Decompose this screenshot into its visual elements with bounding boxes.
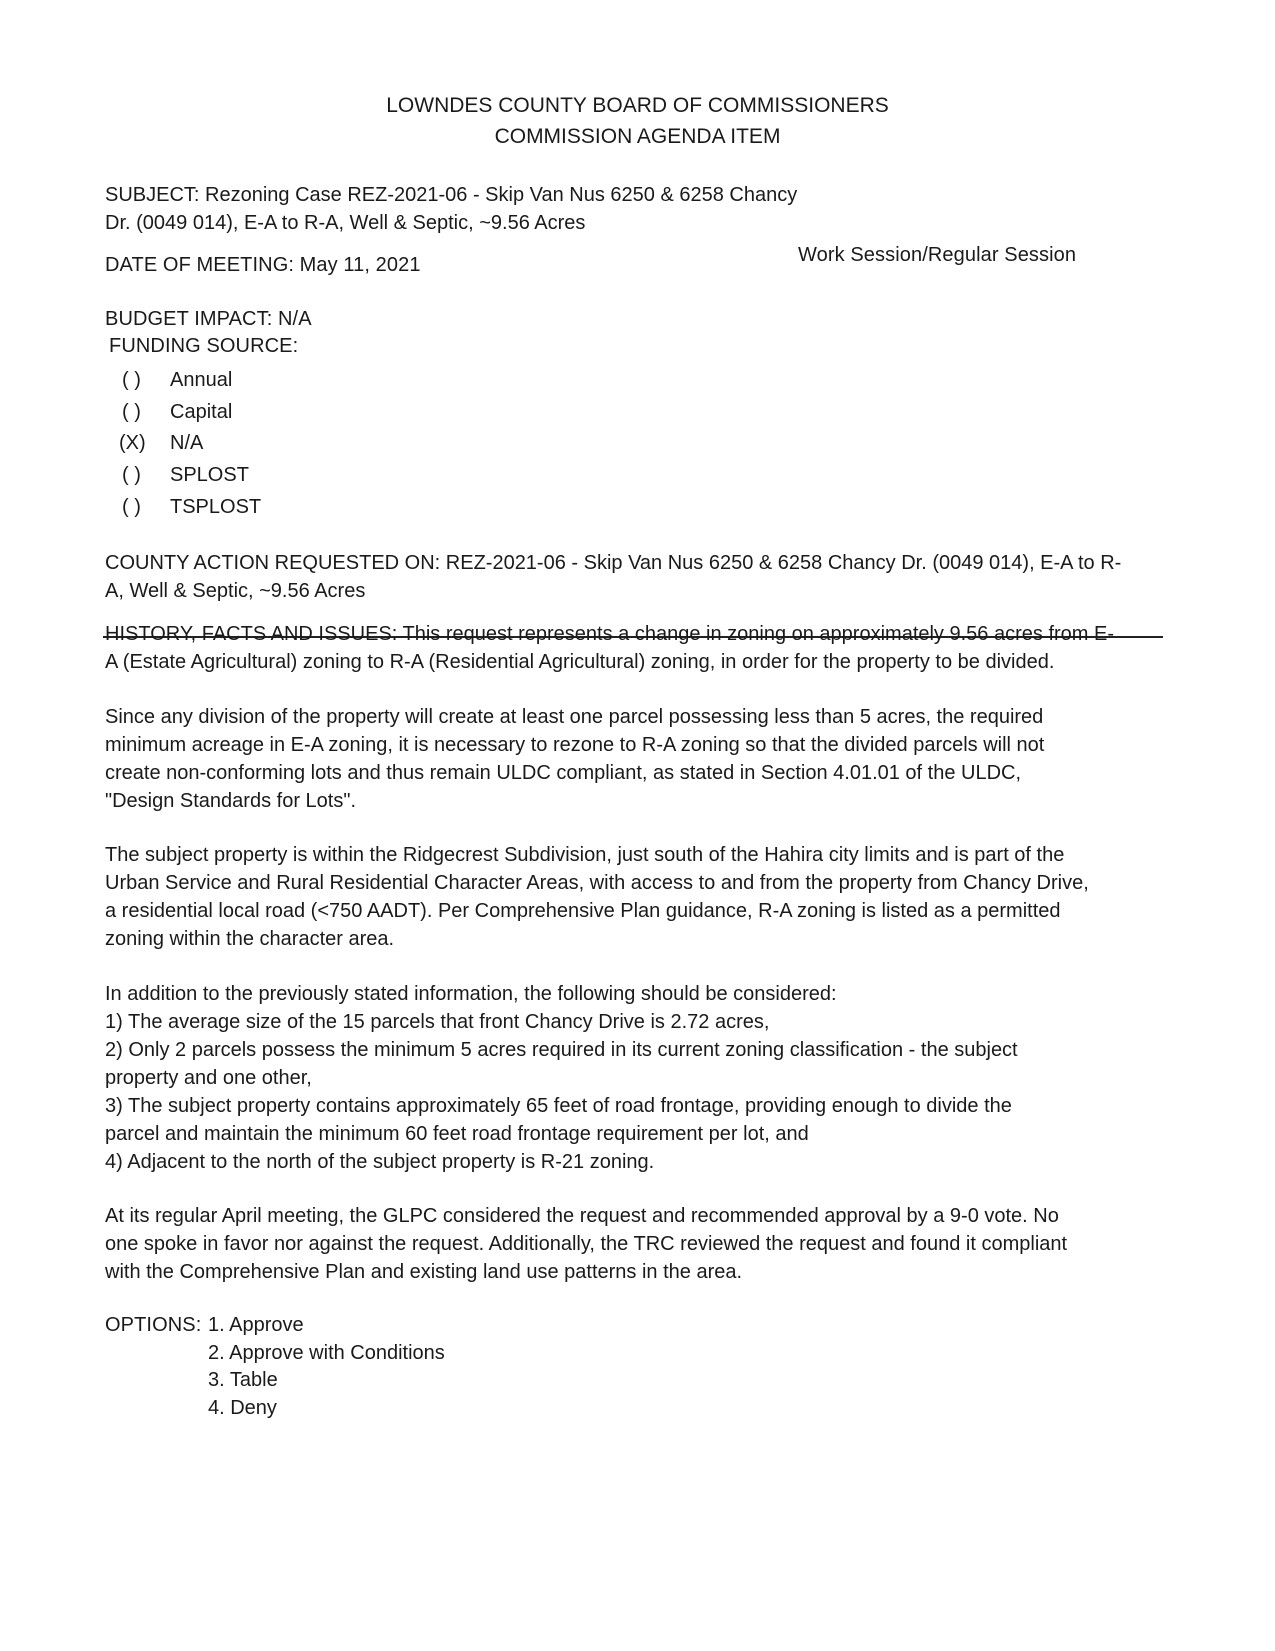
history-line: create non-conforming lots and thus remain ULDC compliant, as stated in Section 4.01.01 of the ULDC, bbox=[105, 762, 1022, 784]
history-line: At its regular April meeting, the GLPC considered the request and recommended approval by a 9-0 vote. No bbox=[105, 1205, 1059, 1227]
history-paragraph-4 bbox=[105, 980, 1018, 1176]
history-line: 4) Adjacent to the north of the subject property is R-21 zoning. bbox=[105, 1151, 655, 1173]
history-paragraph-1 bbox=[105, 620, 1114, 676]
funding-checkbox: ( ) bbox=[122, 496, 141, 518]
funding-option bbox=[122, 493, 261, 521]
history-line: a residential local road (<750 AADT). Per Comprehensive Plan guidance, R-A zoning is listed as a permitted bbox=[105, 900, 1061, 922]
meeting-date: DATE OF MEETING: May 11, 2021 bbox=[105, 254, 421, 276]
history-line: with the Comprehensive Plan and existing land use patterns in the area. bbox=[105, 1261, 743, 1283]
option-item: 2. Approve with Conditions bbox=[208, 1342, 445, 1364]
budget-impact: BUDGET IMPACT: N/A bbox=[105, 308, 312, 330]
history-line: one spoke in favor nor against the request. Additionally, the TRC reviewed the request and found it compliant bbox=[105, 1233, 1068, 1255]
county-action-block bbox=[105, 549, 1121, 605]
funding-option-label: TSPLOST bbox=[170, 496, 262, 518]
subject-line: Dr. (0049 014), E-A to R-A, Well & Septic, ~9.56 Acres bbox=[105, 212, 586, 234]
funding-option bbox=[122, 461, 249, 489]
funding-checkbox: (X) bbox=[119, 432, 146, 454]
funding-option-label: Capital bbox=[170, 401, 233, 423]
funding-option bbox=[122, 398, 232, 426]
funding-checkbox: ( ) bbox=[122, 369, 141, 391]
funding-option-label: Annual bbox=[170, 369, 233, 391]
option-item: 3. Table bbox=[208, 1369, 278, 1391]
history-paragraph-5 bbox=[105, 1202, 1067, 1286]
history-paragraph-2 bbox=[105, 703, 1044, 815]
history-line: In addition to the previously stated information, the following should be considered: bbox=[105, 983, 837, 1005]
funding-checkbox: ( ) bbox=[122, 401, 141, 423]
history-line: 1) The average size of the 15 parcels that front Chancy Drive is 2.72 acres, bbox=[105, 1011, 770, 1033]
history-line: Since any division of the property will create at least one parcel possessing less than 5 acres, the required bbox=[105, 706, 1044, 728]
options-label: OPTIONS: bbox=[105, 1314, 202, 1336]
history-line: zoning within the character area. bbox=[105, 928, 395, 950]
county-action-line: COUNTY ACTION REQUESTED ON: REZ-2021-06 - Skip Van Nus 6250 & 6258 Chancy Dr. (0049 014), E-A to R- bbox=[105, 552, 1122, 574]
history-line: HISTORY, FACTS AND ISSUES: This request represents a change in zoning on approximately 9.56 acres from E- bbox=[105, 623, 1114, 645]
funding-option bbox=[122, 366, 232, 394]
history-line: Urban Service and Rural Residential Character Areas, with access to and from the property from Chancy Drive, bbox=[105, 872, 1089, 894]
history-line: minimum acreage in E-A zoning, it is necessary to rezone to R-A zoning so that the divided parcels will not bbox=[105, 734, 1045, 756]
funding-option bbox=[119, 429, 203, 457]
document-subtitle: COMMISSION AGENDA ITEM bbox=[494, 125, 781, 148]
history-line: property and one other, bbox=[105, 1067, 312, 1089]
history-line: The subject property is within the Ridgecrest Subdivision, just south of the Hahira city limits and is part of the bbox=[105, 844, 1065, 866]
history-line: A (Estate Agricultural) zoning to R-A (Residential Agricultural) zoning, in order for the property to be divided. bbox=[105, 651, 1055, 673]
history-line: 2) Only 2 parcels possess the minimum 5 acres required in its current zoning classification - the subject bbox=[105, 1039, 1018, 1061]
history-line: "Design Standards for Lots". bbox=[105, 790, 356, 812]
document-title: LOWNDES COUNTY BOARD OF COMMISSIONERS bbox=[386, 94, 889, 117]
option-item: 1. Approve bbox=[208, 1314, 304, 1336]
county-action-line: A, Well & Septic, ~9.56 Acres bbox=[105, 580, 366, 602]
funding-option-label: SPLOST bbox=[170, 464, 249, 486]
option-item: 4. Deny bbox=[208, 1397, 277, 1419]
history-line: 3) The subject property contains approximately 65 feet of road frontage, providing enough to divide the bbox=[105, 1095, 1012, 1117]
history-paragraph-3 bbox=[105, 841, 1089, 953]
funding-option-label: N/A bbox=[170, 432, 204, 454]
history-line: parcel and maintain the minimum 60 feet road frontage requirement per lot, and bbox=[105, 1123, 809, 1145]
subject-block bbox=[105, 181, 797, 237]
funding-source-label: FUNDING SOURCE: bbox=[109, 335, 299, 357]
session-type: Work Session/Regular Session bbox=[798, 244, 1077, 266]
subject-line: SUBJECT: Rezoning Case REZ-2021-06 - Skip Van Nus 6250 & 6258 Chancy bbox=[105, 184, 798, 206]
funding-checkbox: ( ) bbox=[122, 464, 141, 486]
